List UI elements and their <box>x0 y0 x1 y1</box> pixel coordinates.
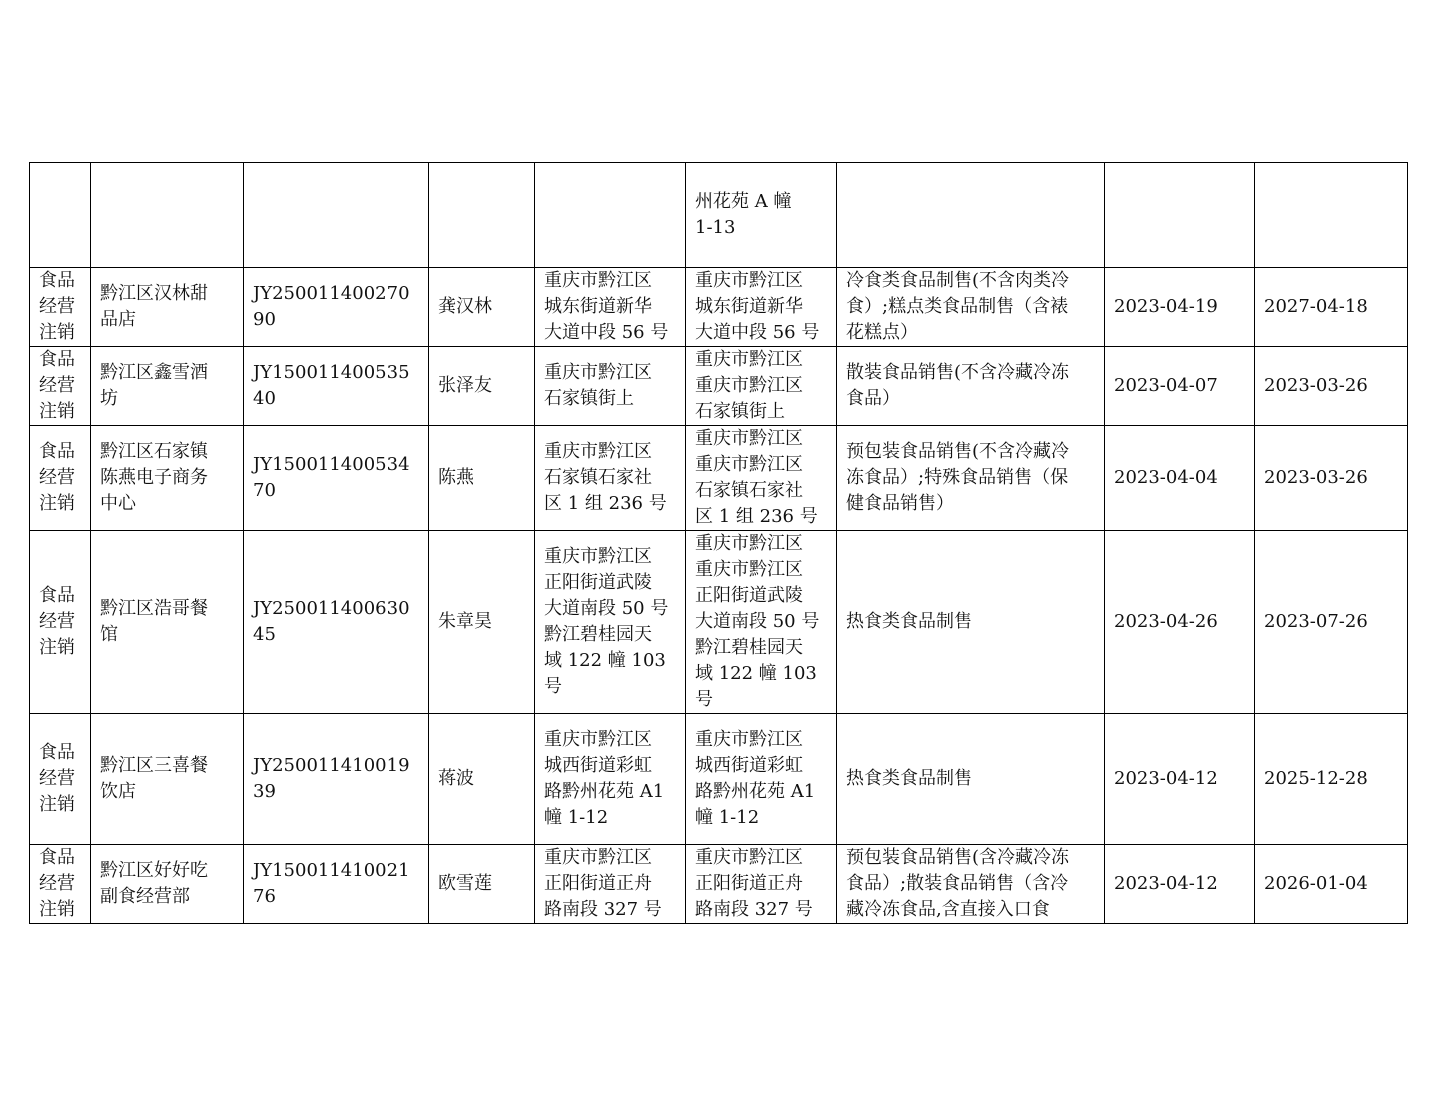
cell-person <box>429 163 535 268</box>
cell-biz-address: 重庆市黔江区 重庆市黔江区 石家镇石家社 区 1 组 236 号 <box>686 426 837 531</box>
cell-biz-address: 重庆市黔江区 重庆市黔江区 石家镇街上 <box>686 347 837 426</box>
cell-name: 黔江区三喜餐 饮店 <box>91 714 244 845</box>
table-row <box>30 268 1408 347</box>
table-row <box>30 531 1408 714</box>
table-row <box>30 347 1408 426</box>
cell-scope: 散装食品销售(不含冷藏冷冻 食品） <box>837 347 1105 426</box>
cell-date-expiry: 2025-12-28 <box>1255 714 1408 845</box>
cell-date-issued: 2023-04-12 <box>1105 845 1255 924</box>
cell-reg-address: 重庆市黔江区 城东街道新华 大道中段 56 号 <box>535 268 686 347</box>
cell-date-issued <box>1105 163 1255 268</box>
cell-date-expiry: 2023-03-26 <box>1255 426 1408 531</box>
table-row <box>30 163 1408 268</box>
cell-name: 黔江区浩哥餐 馆 <box>91 531 244 714</box>
cell-biz-address: 重庆市黔江区 城西街道彩虹 路黔州花苑 A1 幢 1-12 <box>686 714 837 845</box>
cell-reg-address <box>535 163 686 268</box>
cell-biz-address: 州花苑 A 幢 1-13 <box>686 163 837 268</box>
cell-name: 黔江区汉林甜 品店 <box>91 268 244 347</box>
table-row <box>30 426 1408 531</box>
cell-biz-address: 重庆市黔江区 正阳街道正舟 路南段 327 号 <box>686 845 837 924</box>
cell-person: 陈燕 <box>429 426 535 531</box>
cell-date-expiry: 2023-07-26 <box>1255 531 1408 714</box>
cell-scope: 热食类食品制售 <box>837 714 1105 845</box>
cell-type: 食品 经营 注销 <box>30 426 91 531</box>
cell-license <box>244 163 429 268</box>
cell-type: 食品 经营 注销 <box>30 347 91 426</box>
cell-type <box>30 163 91 268</box>
cell-person: 蒋波 <box>429 714 535 845</box>
cell-license: JY15001140053540 <box>244 347 429 426</box>
cell-date-expiry <box>1255 163 1408 268</box>
cell-date-issued: 2023-04-19 <box>1105 268 1255 347</box>
cell-license: JY25001141001939 <box>244 714 429 845</box>
cell-license: JY15001140053470 <box>244 426 429 531</box>
cell-scope: 预包装食品销售(不含冷藏冷 冻食品）;特殊食品销售（保 健食品销售） <box>837 426 1105 531</box>
cell-name: 黔江区石家镇 陈燕电子商务 中心 <box>91 426 244 531</box>
license-cancellation-table <box>29 162 1408 924</box>
cell-reg-address: 重庆市黔江区 正阳街道武陵 大道南段 50 号 黔江碧桂园天 域 122 幢 103 号 <box>535 531 686 714</box>
cell-name: 黔江区鑫雪酒 坊 <box>91 347 244 426</box>
cell-reg-address: 重庆市黔江区 城西街道彩虹 路黔州花苑 A1 幢 1-12 <box>535 714 686 845</box>
cell-reg-address: 重庆市黔江区 正阳街道正舟 路南段 327 号 <box>535 845 686 924</box>
cell-person: 张泽友 <box>429 347 535 426</box>
cell-scope <box>837 163 1105 268</box>
cell-name <box>91 163 244 268</box>
cell-type: 食品 经营 注销 <box>30 714 91 845</box>
cell-date-expiry: 2026-01-04 <box>1255 845 1408 924</box>
cell-scope: 冷食类食品制售(不含肉类冷 食）;糕点类食品制售（含裱 花糕点） <box>837 268 1105 347</box>
cell-license: JY25001140063045 <box>244 531 429 714</box>
cell-license: JY25001140027090 <box>244 268 429 347</box>
cell-scope: 预包装食品销售(含冷藏冷冻 食品）;散装食品销售（含冷 藏冷冻食品,含直接入口食 <box>837 845 1105 924</box>
cell-license: JY15001141002176 <box>244 845 429 924</box>
cell-reg-address: 重庆市黔江区 石家镇街上 <box>535 347 686 426</box>
cell-biz-address: 重庆市黔江区 重庆市黔江区 正阳街道武陵 大道南段 50 号 黔江碧桂园天 域 122 幢 103 号 <box>686 531 837 714</box>
cell-date-issued: 2023-04-04 <box>1105 426 1255 531</box>
cell-person: 欧雪莲 <box>429 845 535 924</box>
cell-name: 黔江区好好吃 副食经营部 <box>91 845 244 924</box>
cell-type: 食品 经营 注销 <box>30 845 91 924</box>
cell-type: 食品 经营 注销 <box>30 268 91 347</box>
cell-type: 食品 经营 注销 <box>30 531 91 714</box>
cell-scope: 热食类食品制售 <box>837 531 1105 714</box>
table-row <box>30 714 1408 845</box>
cell-person: 龚汉林 <box>429 268 535 347</box>
cell-date-issued: 2023-04-12 <box>1105 714 1255 845</box>
cell-biz-address: 重庆市黔江区 城东街道新华 大道中段 56 号 <box>686 268 837 347</box>
cell-date-expiry: 2023-03-26 <box>1255 347 1408 426</box>
cell-date-issued: 2023-04-26 <box>1105 531 1255 714</box>
cell-date-expiry: 2027-04-18 <box>1255 268 1408 347</box>
cell-person: 朱章昊 <box>429 531 535 714</box>
table-row <box>30 845 1408 924</box>
cell-reg-address: 重庆市黔江区 石家镇石家社 区 1 组 236 号 <box>535 426 686 531</box>
cell-date-issued: 2023-04-07 <box>1105 347 1255 426</box>
